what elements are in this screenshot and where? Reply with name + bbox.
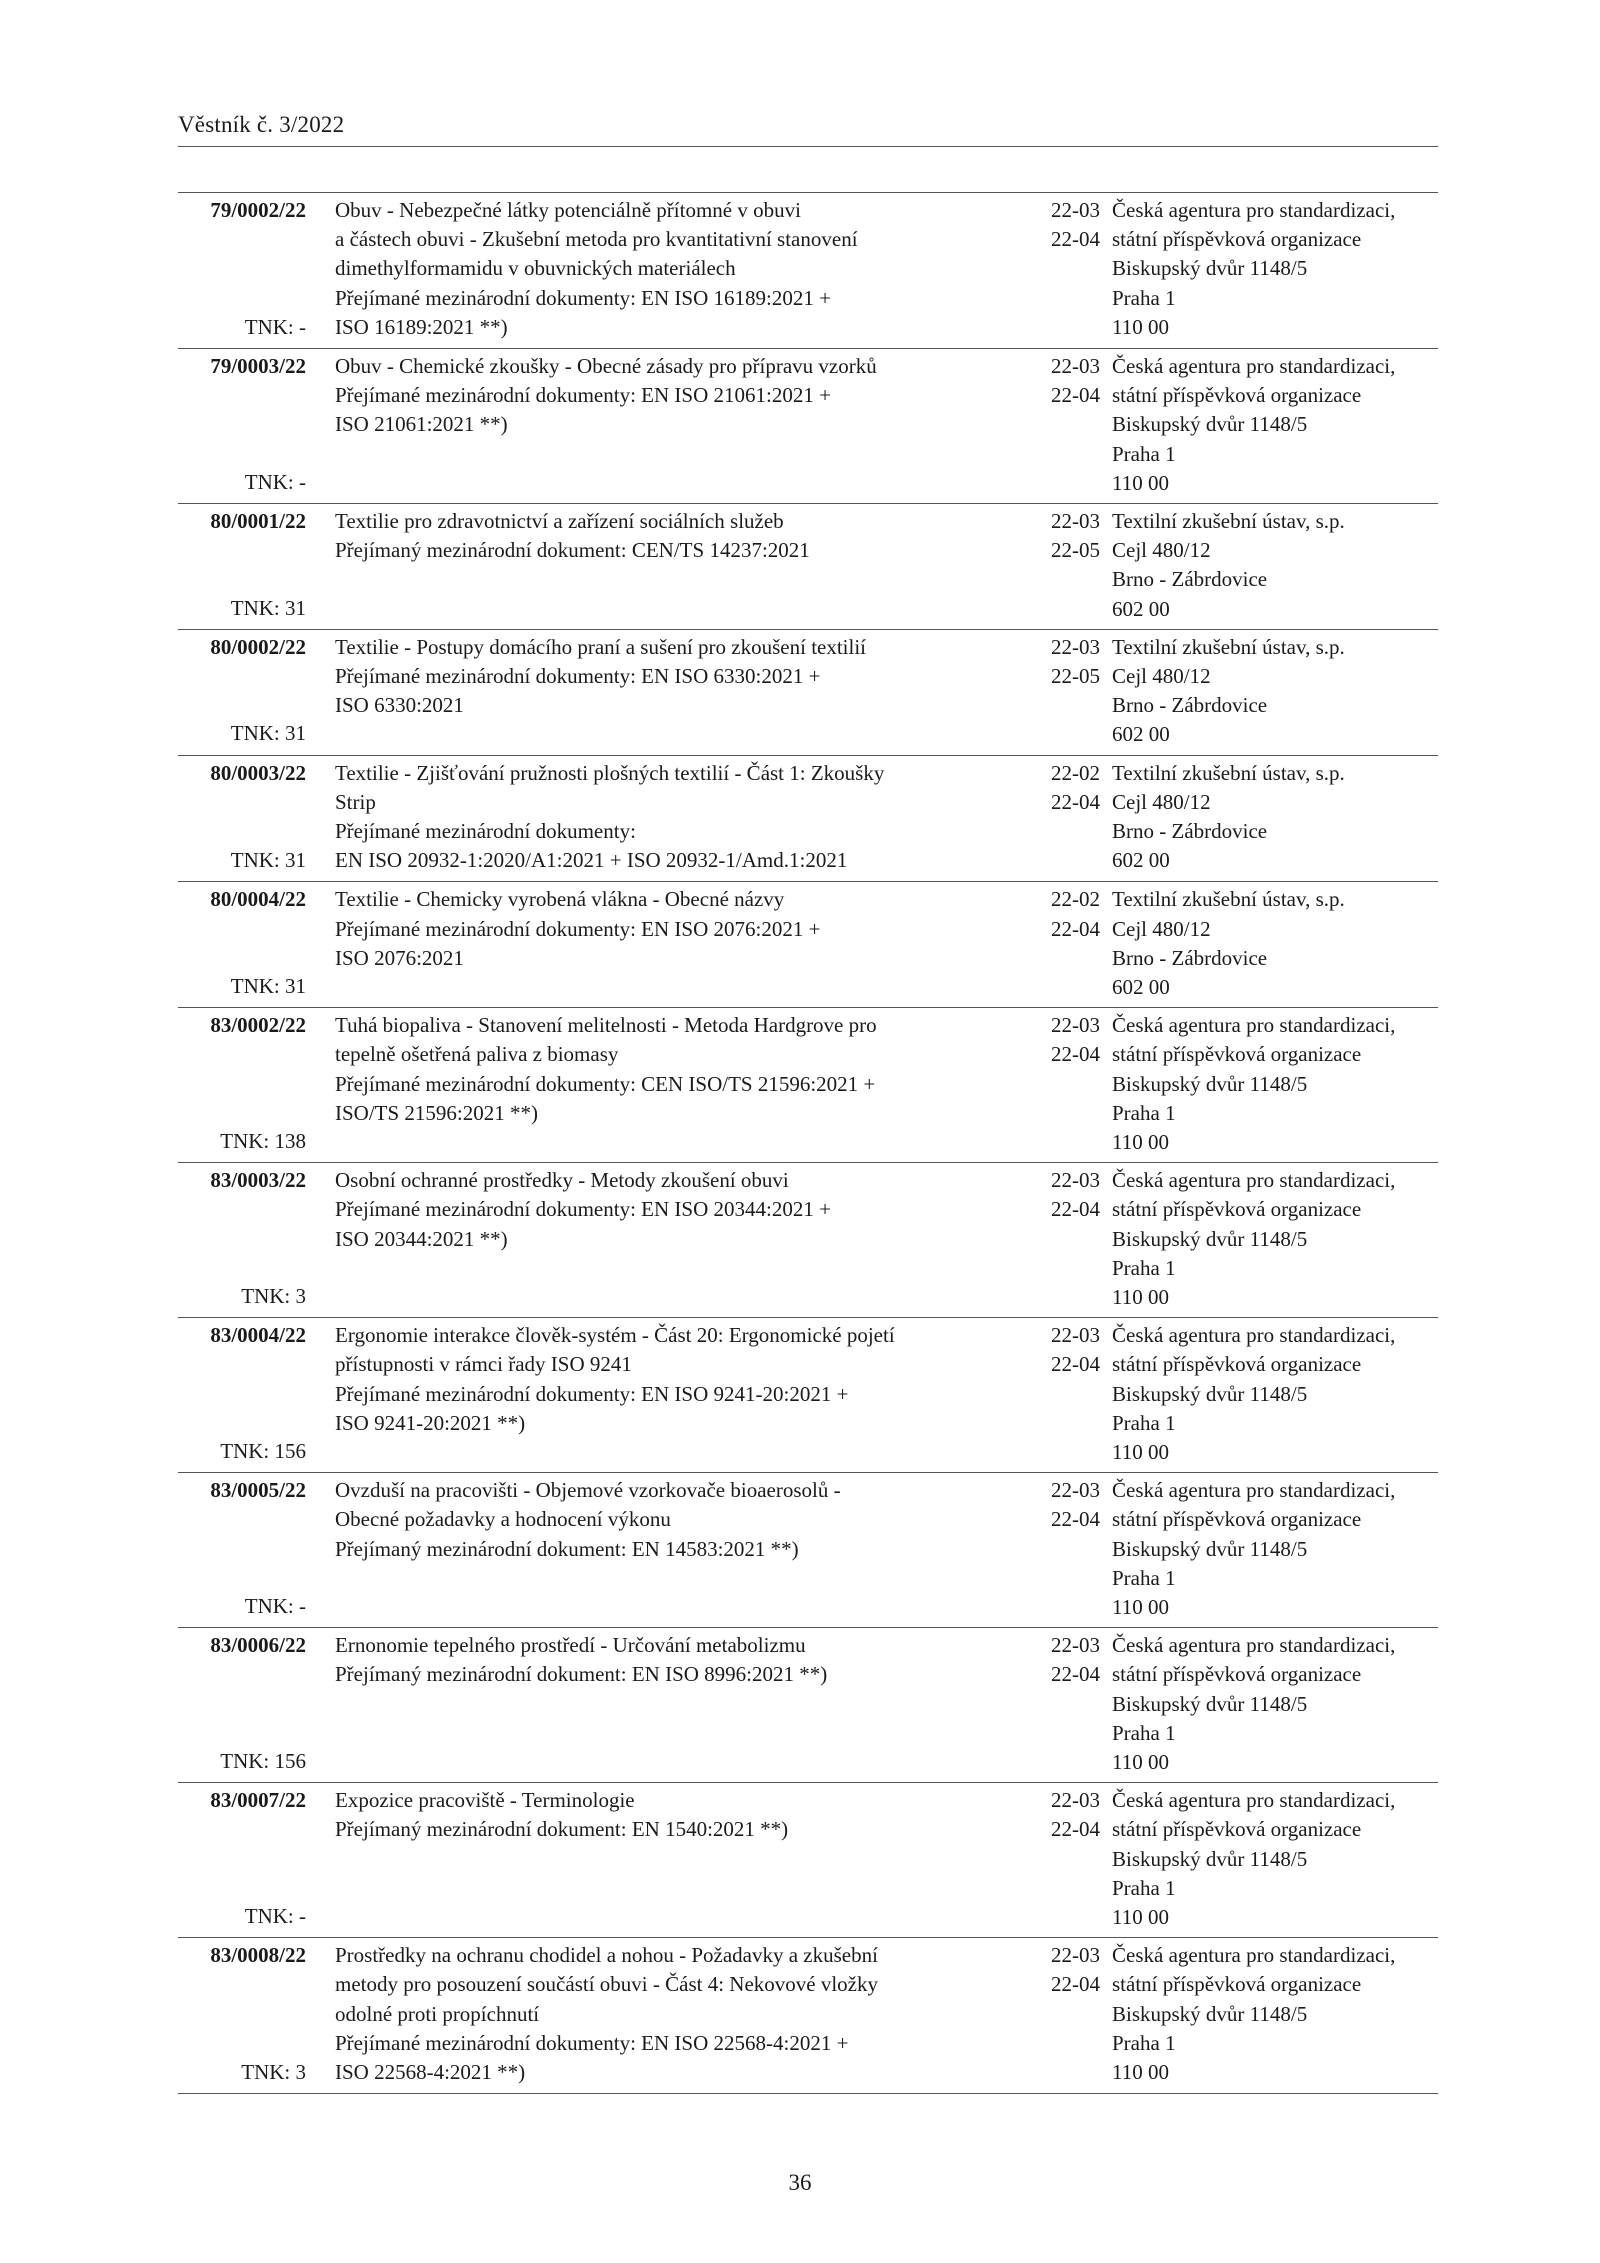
table-row: [178, 629, 1438, 755]
entry-title-cell: [335, 1941, 1015, 2087]
entry-organization-line: 110 00: [1112, 1905, 1169, 1930]
entry-organization-line: státní příspěvková organizace: [1112, 1352, 1362, 1377]
entry-code: 83/0004/22: [210, 1323, 306, 1348]
entry-dates-cell: [1020, 1321, 1100, 1379]
entry-organization-line: Biskupský dvůr 1148/5: [1112, 1536, 1308, 1561]
entry-organization-line: Česká agentura pro standardizaci,: [1112, 198, 1396, 222]
entry-title-line: ISO 16189:2021 **): [335, 314, 508, 339]
entry-dates-cell: [1020, 633, 1100, 691]
entry-title-line: ISO 6330:2021: [335, 693, 464, 718]
entry-organization-cell: [1100, 507, 1438, 624]
entry-organization-cell: [1100, 1786, 1438, 1932]
entry-code: 83/0008/22: [210, 1943, 306, 1968]
entry-tnk: TNK: 31: [230, 721, 306, 746]
entry-date: 22-04: [1051, 1042, 1100, 1067]
entry-title-line: Obuv - Chemické zkoušky - Obecné zásady pro přípravu vzorků: [335, 354, 877, 379]
entry-date: 22-03: [1051, 1633, 1100, 1658]
entry-tnk: TNK: 156: [220, 1439, 306, 1464]
entry-title-cell: [335, 1011, 1015, 1128]
entry-organization-line: Praha 1: [1112, 1410, 1176, 1435]
entry-tnk: TNK: 138: [220, 1129, 306, 1154]
entry-title-line: ISO 22568-4:2021 **): [335, 2060, 526, 2085]
entry-date: 22-03: [1051, 1013, 1100, 1038]
entry-title-cell: [335, 352, 1015, 440]
table-row: [178, 1162, 1438, 1317]
entry-code: 83/0006/22: [210, 1633, 306, 1658]
entry-organization-line: Praha 1: [1112, 1100, 1176, 1125]
entry-title-line: Ergonomie interakce člověk-systém - Část 20: Ergonomické pojetí: [335, 1323, 895, 1348]
entry-tnk: TNK: -: [244, 469, 306, 494]
entry-code: 79/0003/22: [210, 354, 306, 379]
entry-organization-line: Brno - Zábrdovice: [1112, 567, 1268, 592]
entry-title-line: Přejímaný mezinárodní dokument: CEN/TS 14237:2021: [335, 538, 810, 563]
entry-title-line: odolné proti propíchnutí: [335, 2001, 540, 2026]
entry-organization-line: Biskupský dvůr 1148/5: [1112, 1691, 1308, 1716]
entry-organization-line: státní příspěvková organizace: [1112, 1197, 1362, 1222]
entry-organization-line: 602 00: [1112, 596, 1170, 621]
entry-dates-cell: [1020, 196, 1100, 254]
entry-organization-line: Brno - Zábrdovice: [1112, 819, 1268, 844]
entry-title-line: Přejímané mezinárodní dokumenty: EN ISO 21061:2021 +: [335, 383, 831, 408]
entry-organization-line: 602 00: [1112, 722, 1170, 747]
entry-organization-cell: [1100, 1941, 1438, 2087]
entry-date: 22-04: [1051, 227, 1100, 252]
entry-title-cell: [335, 1631, 1015, 1689]
entry-date: 22-04: [1051, 1507, 1100, 1532]
entry-id-cell: [178, 1166, 306, 1311]
entry-code: 80/0004/22: [210, 887, 306, 912]
entry-organization-line: 110 00: [1112, 1750, 1169, 1775]
table-row: [178, 1627, 1438, 1782]
entry-title-cell: [335, 1786, 1015, 1844]
entry-date: 22-03: [1051, 1943, 1100, 1968]
entry-dates-cell: [1020, 1941, 1100, 1999]
entry-id-cell: [178, 352, 306, 497]
entry-date: 22-02: [1051, 887, 1100, 912]
entry-organization-line: Praha 1: [1112, 1565, 1176, 1590]
entry-title-line: Přejímané mezinárodní dokumenty: EN ISO 2076:2021 +: [335, 916, 821, 941]
entry-organization-cell: [1100, 352, 1438, 498]
entry-organization-line: státní příspěvková organizace: [1112, 1507, 1362, 1532]
entry-title-line: Obuv - Nebezpečné látky potenciálně přítomné v obuvi: [335, 198, 801, 222]
entry-title-cell: [335, 885, 1015, 973]
entry-title-line: Obecné požadavky a hodnocení výkonu: [335, 1507, 671, 1532]
entry-title-line: EN ISO 20932-1:2020/A1:2021 + ISO 20932-1/Amd.1:2021: [335, 848, 848, 873]
table-row: [178, 1937, 1438, 2094]
entry-id-cell: [178, 1011, 306, 1156]
entry-title-line: Prostředky na ochranu chodidel a nohou - Požadavky a zkušební: [335, 1943, 878, 1968]
entry-organization-line: Česká agentura pro standardizaci,: [1112, 1943, 1396, 1968]
entry-dates-cell: [1020, 507, 1100, 565]
entry-title-line: Ovzduší na pracovišti - Objemové vzorkovače bioaerosolů -: [335, 1478, 841, 1503]
entry-id-cell: [178, 1941, 306, 2087]
entry-id-cell: [178, 196, 306, 342]
entry-title-cell: [335, 1166, 1015, 1254]
entry-organization-line: Biskupský dvůr 1148/5: [1112, 1071, 1308, 1096]
entry-organization-line: Praha 1: [1112, 441, 1176, 466]
entry-organization-cell: [1100, 1166, 1438, 1312]
entry-id-cell: [178, 1321, 306, 1466]
entry-tnk: TNK: 31: [230, 848, 306, 873]
entry-organization-line: 110 00: [1112, 314, 1169, 339]
entry-title-cell: [335, 196, 1015, 342]
entry-title-line: přístupnosti v rámci řady ISO 9241: [335, 1352, 632, 1377]
entry-title-line: tepelně ošetřená paliva z biomasy: [335, 1042, 619, 1067]
table-row: [178, 755, 1438, 882]
entry-dates-cell: [1020, 1476, 1100, 1534]
entry-organization-line: Praha 1: [1112, 285, 1176, 310]
entry-date: 22-03: [1051, 198, 1100, 222]
entry-organization-line: 110 00: [1112, 470, 1169, 495]
entry-tnk: TNK: 31: [230, 595, 306, 620]
entry-organization-cell: [1100, 1476, 1438, 1622]
entry-date: 22-04: [1051, 1972, 1100, 1997]
standards-table: [178, 192, 1438, 2094]
entry-dates-cell: [1020, 885, 1100, 943]
entry-date: 22-04: [1051, 1352, 1100, 1377]
entry-id-cell: [178, 885, 306, 1001]
entry-code: 80/0002/22: [210, 634, 306, 659]
entry-organization-line: Biskupský dvůr 1148/5: [1112, 1381, 1308, 1406]
table-row: [178, 192, 1438, 348]
entry-tnk: TNK: -: [244, 314, 306, 339]
entry-date: 22-04: [1051, 916, 1100, 941]
entry-dates-cell: [1020, 352, 1100, 410]
entry-tnk: TNK: 156: [220, 1749, 306, 1774]
entry-title-line: Textilie - Chemicky vyrobená vlákna - Obecné názvy: [335, 887, 785, 912]
entry-title-line: Přejímané mezinárodní dokumenty: CEN ISO/TS 21596:2021 +: [335, 1071, 876, 1096]
header-divider: [178, 146, 1438, 147]
entry-organization-line: Textilní zkušební ústav, s.p.: [1112, 760, 1345, 785]
entry-organization-line: Česká agentura pro standardizaci,: [1112, 1013, 1396, 1038]
entry-organization-line: 110 00: [1112, 2060, 1169, 2085]
page-number: 36: [788, 2170, 812, 2195]
table-row: [178, 1782, 1438, 1937]
entry-organization-line: Česká agentura pro standardizaci,: [1112, 1788, 1396, 1813]
entry-organization-line: Cejl 480/12: [1112, 664, 1211, 689]
entry-date: 22-02: [1051, 760, 1100, 785]
page-header-title: Věstník č. 3/2022: [178, 112, 345, 137]
entry-title-line: Přejímané mezinárodní dokumenty:: [335, 819, 636, 844]
entry-title-line: a částech obuvi - Zkušební metoda pro kvantitativní stanovení: [335, 227, 858, 252]
entry-id-cell: [178, 759, 306, 876]
entry-title-line: Přejímané mezinárodní dokumenty: EN ISO 20344:2021 +: [335, 1197, 831, 1222]
entry-title-line: Textilie pro zdravotnictví a zařízení sociálních služeb: [335, 509, 784, 534]
entry-title-line: ISO 21061:2021 **): [335, 412, 508, 437]
entry-title-line: Přejímané mezinárodní dokumenty: EN ISO 22568-4:2021 +: [335, 2030, 849, 2055]
entry-organization-cell: [1100, 885, 1438, 1002]
entry-organization-line: Praha 1: [1112, 1255, 1176, 1280]
table-row: [178, 348, 1438, 503]
entry-organization-line: Textilní zkušební ústav, s.p.: [1112, 634, 1345, 659]
entry-organization-line: Biskupský dvůr 1148/5: [1112, 1846, 1308, 1871]
entry-organization-line: Česká agentura pro standardizaci,: [1112, 1323, 1396, 1348]
entry-code: 83/0002/22: [210, 1013, 306, 1038]
entry-dates-cell: [1020, 1011, 1100, 1069]
table-row: [178, 1317, 1438, 1472]
entry-title-line: dimethylformamidu v obuvnických materiálech: [335, 256, 736, 281]
entry-organization-line: Biskupský dvůr 1148/5: [1112, 256, 1308, 281]
entry-date: 22-03: [1051, 634, 1100, 659]
entry-organization-line: 110 00: [1112, 1440, 1169, 1465]
entry-code: 83/0005/22: [210, 1478, 306, 1503]
entry-organization-cell: [1100, 759, 1438, 876]
entry-tnk: TNK: 3: [241, 2060, 306, 2085]
entry-title-line: Přejímaný mezinárodní dokument: EN ISO 8996:2021 **): [335, 1662, 828, 1687]
entry-organization-line: 110 00: [1112, 1285, 1169, 1310]
entry-organization-line: státní příspěvková organizace: [1112, 1972, 1362, 1997]
entry-organization-line: Cejl 480/12: [1112, 538, 1211, 563]
entry-title-cell: [335, 1476, 1015, 1564]
entry-date: 22-03: [1051, 1323, 1100, 1348]
entry-title-cell: [335, 633, 1015, 721]
entry-date: 22-03: [1051, 1168, 1100, 1193]
entry-organization-cell: [1100, 196, 1438, 342]
entry-organization-line: 602 00: [1112, 975, 1170, 1000]
entry-title-line: ISO 20344:2021 **): [335, 1226, 508, 1251]
entry-organization-line: Praha 1: [1112, 1720, 1176, 1745]
entry-organization-line: státní příspěvková organizace: [1112, 1662, 1362, 1687]
entry-date: 22-04: [1051, 1197, 1100, 1222]
entry-organization-line: státní příspěvková organizace: [1112, 383, 1362, 408]
entry-date: 22-03: [1051, 1788, 1100, 1813]
entry-title-line: ISO 2076:2021: [335, 945, 464, 970]
entry-title-line: ISO/TS 21596:2021 **): [335, 1100, 539, 1125]
entry-organization-line: Biskupský dvůr 1148/5: [1112, 412, 1308, 437]
entry-dates-cell: [1020, 1786, 1100, 1844]
entry-title-line: Přejímaný mezinárodní dokument: EN 14583:2021 **): [335, 1536, 799, 1561]
entry-date: 22-03: [1051, 354, 1100, 379]
entry-title-line: Přejímané mezinárodní dokumenty: EN ISO 16189:2021 +: [335, 285, 831, 310]
entry-id-cell: [178, 1786, 306, 1931]
entry-tnk: TNK: 31: [230, 974, 306, 999]
entry-date: 22-04: [1051, 383, 1100, 408]
entry-title-line: ISO 9241-20:2021 **): [335, 1410, 526, 1435]
entry-dates-cell: [1020, 1631, 1100, 1689]
entry-organization-cell: [1100, 633, 1438, 750]
entry-title-cell: [335, 759, 1015, 876]
entry-title-line: Tuhá biopaliva - Stanovení melitelnosti - Metoda Hardgrove pro: [335, 1013, 877, 1038]
entry-organization-line: státní příspěvková organizace: [1112, 1817, 1362, 1842]
entry-id-cell: [178, 633, 306, 749]
entry-organization-line: Česká agentura pro standardizaci,: [1112, 1478, 1396, 1503]
table-row: [178, 503, 1438, 629]
entry-date: 22-05: [1051, 538, 1100, 563]
entry-date: 22-04: [1051, 1662, 1100, 1687]
entry-code: 83/0007/22: [210, 1788, 306, 1813]
table-row: [178, 881, 1438, 1007]
entry-organization-line: Brno - Zábrdovice: [1112, 945, 1268, 970]
entry-organization-line: Brno - Zábrdovice: [1112, 693, 1268, 718]
entry-code: 83/0003/22: [210, 1168, 306, 1193]
entry-organization-line: Česká agentura pro standardizaci,: [1112, 1633, 1396, 1658]
entry-code: 79/0002/22: [210, 198, 306, 222]
entry-date: 22-04: [1051, 1817, 1100, 1842]
entry-organization-line: Textilní zkušební ústav, s.p.: [1112, 887, 1345, 912]
entry-organization-cell: [1100, 1011, 1438, 1157]
entry-tnk: TNK: -: [244, 1904, 306, 1929]
entry-date: 22-03: [1051, 509, 1100, 534]
entry-dates-cell: [1020, 759, 1100, 817]
entry-organization-line: 110 00: [1112, 1595, 1169, 1620]
entry-date: 22-03: [1051, 1478, 1100, 1503]
entry-organization-line: Praha 1: [1112, 2030, 1176, 2055]
table-row: [178, 1472, 1438, 1627]
entry-title-line: Přejímaný mezinárodní dokument: EN 1540:2021 **): [335, 1817, 789, 1842]
entry-organization-line: Textilní zkušební ústav, s.p.: [1112, 509, 1345, 534]
entry-title-line: Ernonomie tepelného prostředí - Určování metabolizmu: [335, 1633, 806, 1658]
entry-title-line: Expozice pracoviště - Terminologie: [335, 1788, 635, 1813]
entry-organization-line: státní příspěvková organizace: [1112, 227, 1362, 252]
entry-organization-line: 110 00: [1112, 1130, 1169, 1155]
entry-organization-line: 602 00: [1112, 848, 1170, 873]
entry-id-cell: [178, 1631, 306, 1776]
entry-title-line: metody pro posouzení součástí obuvi - Část 4: Nekovové vložky: [335, 1972, 878, 1997]
entry-title-line: Textilie - Zjišťování pružnosti plošných textilií - Část 1: Zkoušky: [335, 760, 885, 785]
entry-organization-line: státní příspěvková organizace: [1112, 1042, 1362, 1067]
entry-code: 80/0001/22: [210, 509, 306, 534]
entry-organization-cell: [1100, 1321, 1438, 1467]
entry-organization-line: Cejl 480/12: [1112, 789, 1211, 814]
entry-dates-cell: [1020, 1166, 1100, 1224]
entry-title-cell: [335, 507, 1015, 565]
entry-tnk: TNK: -: [244, 1594, 306, 1619]
entry-organization-line: Biskupský dvůr 1148/5: [1112, 2001, 1308, 2026]
entry-title-line: Textilie - Postupy domácího praní a sušení pro zkoušení textilií: [335, 634, 867, 659]
entry-date: 22-04: [1051, 789, 1100, 814]
entry-tnk: TNK: 3: [241, 1284, 306, 1309]
entry-title-cell: [335, 1321, 1015, 1438]
entry-organization-cell: [1100, 1631, 1438, 1777]
entry-title-line: Přejímané mezinárodní dokumenty: EN ISO 6330:2021 +: [335, 664, 821, 689]
table-row: [178, 1007, 1438, 1162]
entry-title-line: Strip: [335, 789, 376, 814]
entry-code: 80/0003/22: [210, 760, 306, 785]
entry-organization-line: Česká agentura pro standardizaci,: [1112, 354, 1396, 379]
entry-title-line: Přejímané mezinárodní dokumenty: EN ISO 9241-20:2021 +: [335, 1381, 849, 1406]
entry-id-cell: [178, 1476, 306, 1621]
entry-organization-line: Cejl 480/12: [1112, 916, 1211, 941]
entry-organization-line: Česká agentura pro standardizaci,: [1112, 1168, 1396, 1193]
entry-id-cell: [178, 507, 306, 623]
entry-title-line: Osobní ochranné prostředky - Metody zkoušení obuvi: [335, 1168, 789, 1193]
entry-date: 22-05: [1051, 664, 1100, 689]
entry-organization-line: Praha 1: [1112, 1875, 1176, 1900]
entry-organization-line: Biskupský dvůr 1148/5: [1112, 1226, 1308, 1251]
